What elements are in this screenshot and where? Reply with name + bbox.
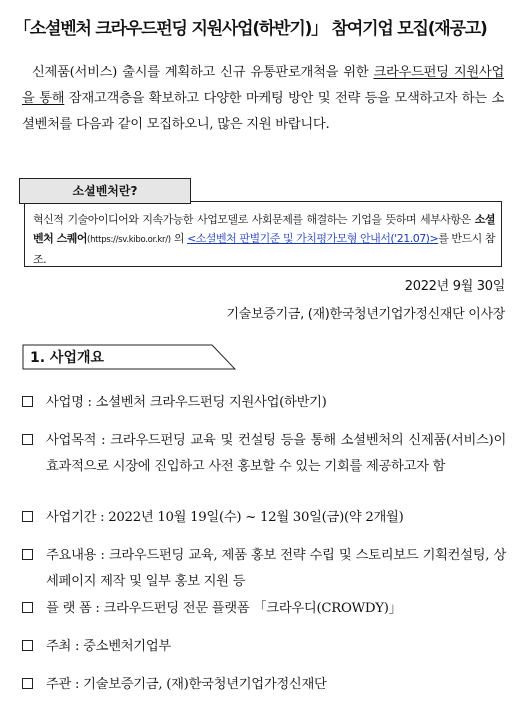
checkbox-icon [22,511,33,522]
list-item-text: 사업기간 : 2022년 10월 19일(수) ~ 12월 30일(금)(약 2개월) [46,510,404,525]
box-url[interactable]: (https://sv.kibo.or.kr/) [87,235,171,245]
box-heading: 소셜벤처란? [19,178,191,204]
notice-date: 2022년 9월 30일 [404,279,505,294]
checkbox-icon [22,549,33,560]
box-text-2: 의 [170,232,188,245]
checkbox-icon [22,640,33,651]
issuing-organization: 기술보증기금, (재)한국청년기업가정신재단 이사장 [226,307,505,322]
section-title: 1. 사업개요 [30,350,105,366]
list-item-text: 주최 : 중소벤처기업부 [46,639,171,654]
list-item-text: 사업명 : 소셜벤처 크라우드펀딩 지원사업(하반기) [46,395,327,410]
list-item-text: 주요내용 : 크라우드펀딩 교육, 제품 홍보 전략 수립 및 스토리보드 기획컨설팅, 상세페이지 제작 및 일부 홍보 지원 등 [46,548,506,589]
social-venture-definition-box [24,184,502,267]
checkbox-icon [22,602,33,613]
page-title: 「소셜벤처 크라우드펀딩 지원사업(하반기)」 참여기업 모집(재공고) [14,19,487,39]
section-header [22,344,236,370]
list-item-text: 플 랫 폼 : 크라우드펀딩 전문 플랫폼 「크라우디(CROWDY)」 [46,601,402,616]
guide-link[interactable]: <소셜벤처 판별기준 및 가치평가모형 안내서('21.07)> [187,232,439,245]
intro-underlined: 크라우드펀딩 지원사업을 통해 [22,65,504,106]
intro-text-1: 신제품(서비스) 출시를 계획하고 신규 유통판로개척을 위한 [32,65,374,80]
box-text-1: 혁신적 기술아이디어와 지속가능한 사업모델로 사회문제를 해결하는 기업을 뜻하며 세부사항은 [33,213,475,226]
intro-text-2: 잠재고객층을 확보하고 다양한 마케팅 방안 및 전략 등을 모색하고자 하는 소셜벤처를 다음과 같이 모집하오니, 많은 지원 바랍니다. [22,91,504,132]
list-item-text: 주관 : 기술보증기금, (재)한국청년기업가정신재단 [46,677,327,692]
box-bold-term: 소셜벤처 스퀘어 [33,213,495,245]
list-item-text: 사업목적 : 크라우드펀딩 교육 및 컨설팅 등을 통해 소셜벤처의 신제품(서비스)이 효과적으로 시장에 진입하고 사전 홍보할 수 있는 기회를 제공하고자 함 [46,433,506,474]
intro-paragraph [22,60,504,138]
checkbox-icon [22,434,33,445]
box-body [33,210,495,269]
box-text-3: 를 반드시 참조. [33,232,495,266]
checkbox-icon [22,678,33,689]
checkbox-icon [22,396,33,407]
